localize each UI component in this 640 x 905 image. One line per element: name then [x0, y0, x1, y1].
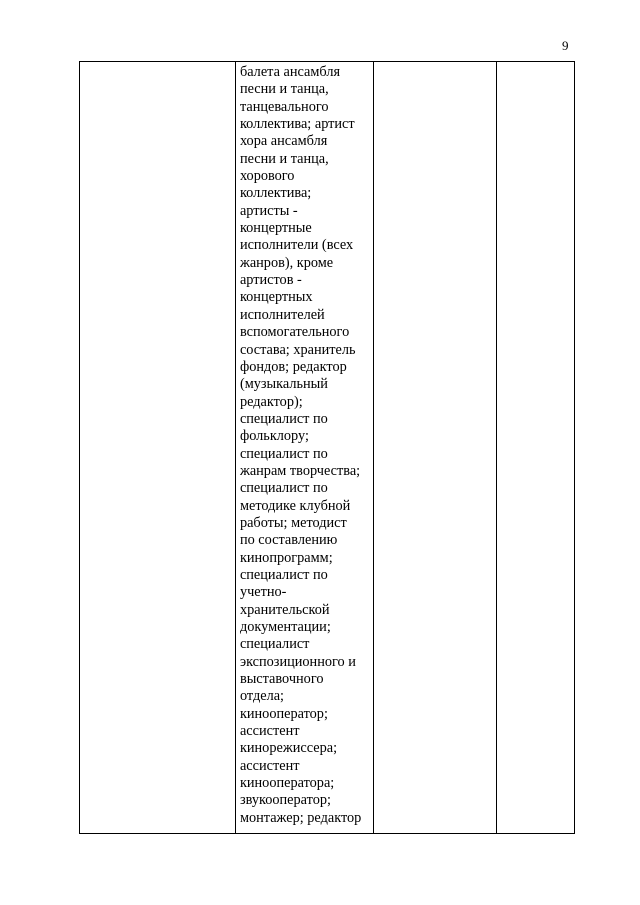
- cell-text-line: документации;: [239, 619, 331, 635]
- cell-text-line: артистов -: [239, 272, 302, 289]
- table-cell-col2: [235, 62, 373, 834]
- cell-text-line: кинорежиссера;: [239, 740, 338, 757]
- cell-text-line: ассистент: [239, 757, 300, 774]
- cell-text-line: концертные: [239, 220, 312, 237]
- cell-text-line: хранительской: [239, 601, 330, 618]
- cell-text-line: экспозиционного и: [239, 653, 356, 670]
- table-row: [80, 62, 575, 834]
- cell-text-line: методике клубной: [239, 497, 351, 514]
- cell-text-line: хора ансамбля: [239, 133, 328, 150]
- cell-text-line: балета ансамбля: [239, 64, 341, 80]
- table-cell-col1: [80, 62, 236, 834]
- table-cell-col4: [496, 62, 575, 834]
- document-table: [79, 61, 575, 834]
- cell-text-line: коллектива;: [239, 185, 312, 202]
- cell-text-line: редактор);: [239, 393, 303, 410]
- cell-text-line: звукооператор;: [239, 792, 331, 809]
- cell-text-line: специалист: [239, 636, 310, 653]
- cell-text-line: отдела;: [239, 688, 285, 705]
- table-cell-col3: [373, 62, 496, 834]
- cell-text-line: вспомогательного: [239, 324, 350, 341]
- cell-text-line: кинооператор;: [239, 705, 328, 722]
- cell-text-line: специалист по: [239, 480, 328, 497]
- cell-text-line: монтажер; редактор: [239, 809, 362, 826]
- cell-text-line: работы; методист: [239, 514, 347, 531]
- cell-text-line: коллектива; артист: [239, 116, 355, 133]
- cell-text-line: (музыкальный: [239, 376, 328, 393]
- cell-text-line: специалист по: [239, 566, 328, 583]
- cell-text-line: песни и танца,: [239, 150, 329, 167]
- cell-text-line: учетно-: [239, 584, 287, 601]
- cell-text-line: жанрам творчества;: [239, 462, 361, 479]
- cell-text-line: исполнители (всех: [239, 237, 354, 254]
- cell-text-line: по составлению: [239, 532, 338, 549]
- cell-text-line: фольклору;: [239, 428, 309, 445]
- cell-text-line: танцевального: [239, 98, 329, 115]
- cell-text-line: фондов; редактор: [239, 358, 347, 375]
- cell-text-line: исполнителей: [239, 306, 325, 323]
- cell-text-line: специалист по: [239, 410, 328, 427]
- cell-text-line: артисты -: [239, 202, 298, 219]
- cell-text-line: песни и танца,: [239, 81, 329, 98]
- cell-text-line: кинооператора;: [239, 775, 335, 792]
- cell-text-line: состава; хранитель: [239, 341, 356, 358]
- cell-text-line: концертных: [239, 289, 313, 306]
- cell-text-line: ассистент: [239, 723, 300, 740]
- page-number: 9: [562, 38, 569, 53]
- position-list-text: [236, 62, 373, 827]
- cell-text-line: специалист по: [239, 445, 328, 462]
- cell-text-line: жанров), кроме: [239, 254, 334, 271]
- cell-text-line: кинопрограмм;: [239, 549, 333, 566]
- cell-text-line: выставочного: [239, 671, 324, 688]
- cell-text-line: хорового: [239, 168, 295, 185]
